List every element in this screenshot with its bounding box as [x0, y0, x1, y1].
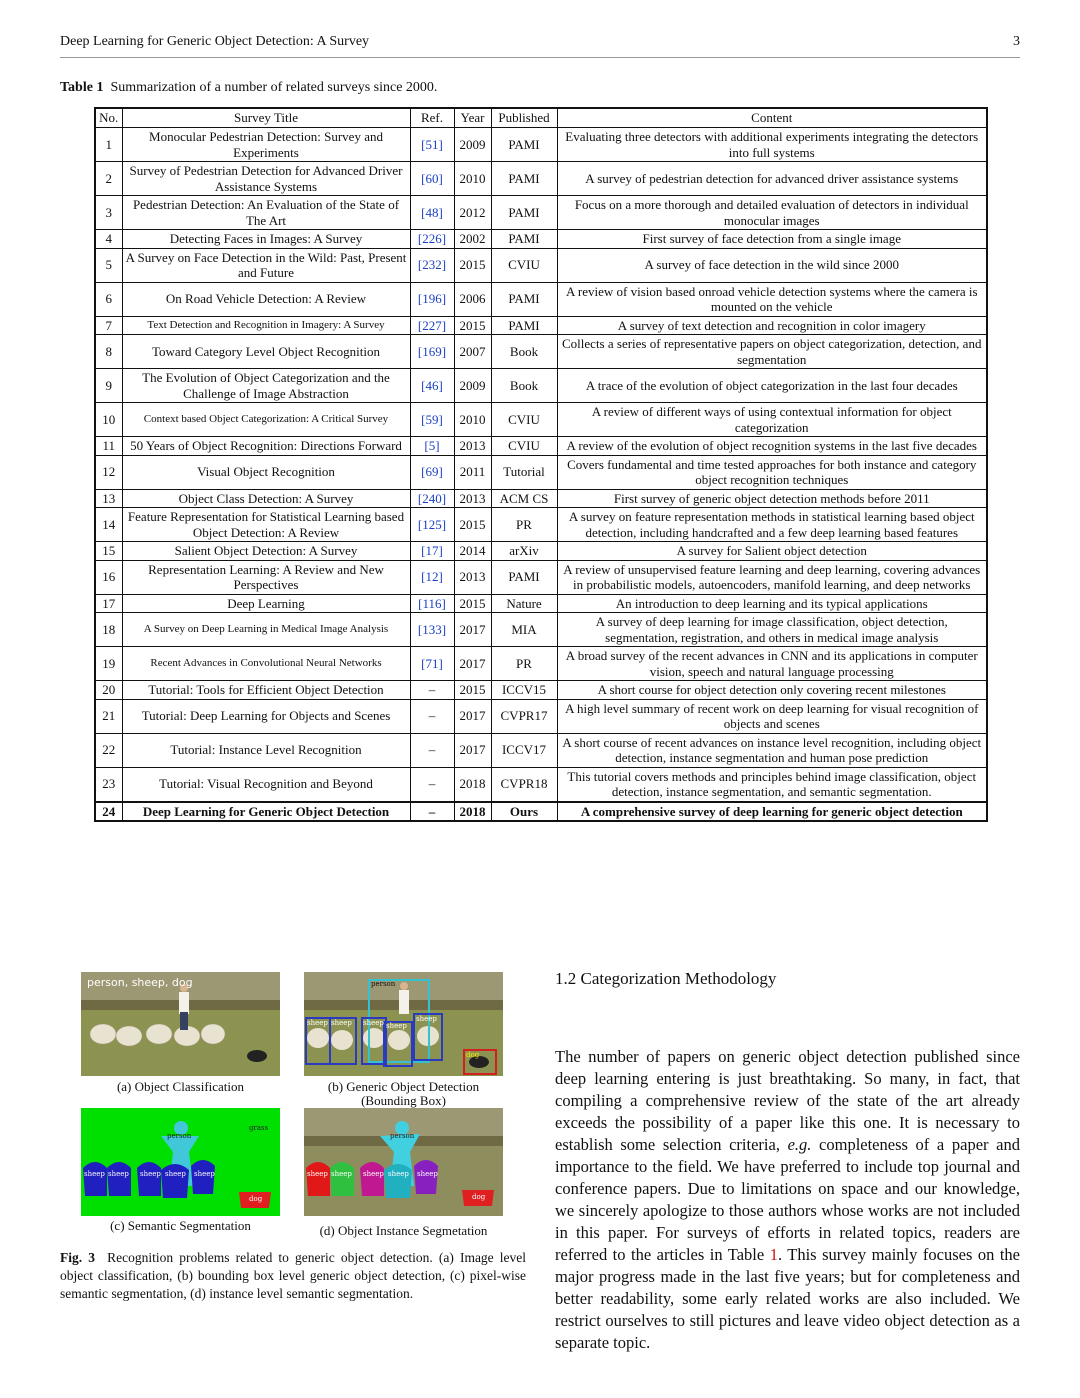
cell-year: 2002: [454, 230, 491, 249]
table-row: [95, 508, 987, 542]
cell-published-venue: PAMI: [491, 162, 557, 196]
table-row: [95, 335, 987, 369]
cell-survey-title: Context based Object Categorization: A Critical Survey: [122, 403, 410, 437]
table-reference-link[interactable]: 1: [769, 1245, 778, 1264]
cell-year: 2018: [454, 767, 491, 802]
cell-published-venue: Ours: [491, 802, 557, 822]
cell-survey-title: Recent Advances in Convolutional Neural Networks: [122, 647, 410, 681]
cell-year: 2012: [454, 196, 491, 230]
cell-row-number: 21: [95, 699, 122, 733]
cell-survey-title: Visual Object Recognition: [122, 455, 410, 489]
cell-survey-title: A Survey on Deep Learning in Medical Image Analysis: [122, 613, 410, 647]
cell-reference: –: [410, 767, 454, 802]
cell-row-number: 3: [95, 196, 122, 230]
table-caption-text: Summarization of a number of related surveys since 2000.: [110, 80, 438, 95]
cell-content: First survey of generic object detection methods before 2011: [557, 489, 987, 508]
cell-published-venue: PAMI: [491, 128, 557, 162]
cell-content: Evaluating three detectors with additional experiments integrating the detectors into full systems: [557, 128, 987, 162]
header-rule: [60, 57, 1020, 58]
panel-b-person-label: person: [371, 980, 396, 988]
section-heading: 1.2 Categorization Methodology: [555, 969, 777, 988]
cell-row-number: 12: [95, 455, 122, 489]
col-header-content: Content: [557, 108, 987, 128]
table-row: [95, 455, 987, 489]
cell-row-number: 13: [95, 489, 122, 508]
cell-survey-title: The Evolution of Object Categorization and the Challenge of Image Abstraction: [122, 369, 410, 403]
panel-c-sheep-label-5: sheep: [194, 1170, 215, 1178]
panel-c-sheep-label-2: sheep: [108, 1170, 129, 1178]
table-row: [95, 369, 987, 403]
cell-content: A review of unsupervised feature learning and deep learning, covering advances in probabilistic models, autoencoders, manifold learning, and deep networks: [557, 560, 987, 594]
panel-b-sheep-label-5: sheep: [416, 1015, 437, 1023]
cell-survey-title: Feature Representation for Statistical Learning based Object Detection: A Review: [122, 508, 410, 542]
cell-published-venue: PAMI: [491, 560, 557, 594]
page-number: 3: [1013, 34, 1020, 49]
cell-row-number: 19: [95, 647, 122, 681]
panel-d-dog-label: dog: [472, 1193, 486, 1201]
cell-year: 2010: [454, 403, 491, 437]
cell-survey-title: Deep Learning: [122, 594, 410, 613]
cell-year: 2017: [454, 647, 491, 681]
cell-year: 2011: [454, 455, 491, 489]
cell-row-number: 16: [95, 560, 122, 594]
cell-published-venue: arXiv: [491, 542, 557, 561]
cell-content: A review of different ways of using contextual information for object categorization: [557, 403, 987, 437]
cell-content: A trace of the evolution of object categorization in the last four decades: [557, 369, 987, 403]
table-row: [95, 282, 987, 316]
panel-a-object-classification-image: [81, 972, 280, 1076]
cell-reference[interactable]: [17]: [410, 542, 454, 561]
cell-survey-title: A Survey on Face Detection in the Wild: Past, Present and Future: [122, 248, 410, 282]
subcaption-a: (a) Object Classification: [116, 1079, 245, 1094]
cell-row-number: 23: [95, 767, 122, 802]
cell-survey-title: Deep Learning for Generic Object Detection: [122, 802, 410, 822]
table-row: [95, 162, 987, 196]
figure-caption: [60, 1249, 526, 1303]
cell-content: Covers fundamental and time tested approaches for both instance and category object recognition techniques: [557, 455, 987, 489]
paragraph-part-2: completeness of a paper and importance to the field. We have preferred to include top journal and conference papers. Due to limitations on space and our knowledge, we sincerely apologize to those authors whose works are not included in this paper. For surveys of efforts in related topics, readers are referred to the articles in Table: [555, 1135, 1020, 1264]
cell-published-venue: ICCV17: [491, 733, 557, 767]
col-header-ref: Ref.: [410, 108, 454, 128]
panel-c-grass-label: grass: [249, 1124, 269, 1132]
cell-published-venue: PAMI: [491, 282, 557, 316]
cell-row-number: 10: [95, 403, 122, 437]
cell-content: A broad survey of the recent advances in CNN and its applications in computer vision, speech and natural language processing: [557, 647, 987, 681]
cell-published-venue: CVPR17: [491, 699, 557, 733]
col-header-title: Survey Title: [122, 108, 410, 128]
cell-row-number: 6: [95, 282, 122, 316]
cell-published-venue: PAMI: [491, 316, 557, 335]
cell-year: 2015: [454, 248, 491, 282]
cell-content: First survey of face detection from a single image: [557, 230, 987, 249]
cell-row-number: 14: [95, 508, 122, 542]
cell-survey-title: Representation Learning: A Review and New Perspectives: [122, 560, 410, 594]
panel-a-overlay-label: person, sheep, dog: [87, 976, 193, 989]
table-row: [95, 647, 987, 681]
table-row: [95, 733, 987, 767]
panel-c-semantic-segmentation-image: [81, 1108, 280, 1216]
panel-b-sheep-label-2: sheep: [331, 1019, 352, 1027]
cell-survey-title: Monocular Pedestrian Detection: Survey and Experiments: [122, 128, 410, 162]
panel-c-sheep-label-3: sheep: [140, 1170, 161, 1178]
cell-reference[interactable]: [196]: [410, 282, 454, 316]
cell-year: 2017: [454, 699, 491, 733]
cell-survey-title: Tutorial: Instance Level Recognition: [122, 733, 410, 767]
panel-d-sheep-label-1: sheep: [307, 1170, 328, 1178]
table-header-row: [95, 108, 987, 128]
cell-published-venue: PAMI: [491, 230, 557, 249]
cell-year: 2017: [454, 613, 491, 647]
panel-c-sheep-label-4: sheep: [165, 1170, 186, 1178]
table-row: [95, 699, 987, 733]
table-row: [95, 248, 987, 282]
cell-reference[interactable]: [133]: [410, 613, 454, 647]
cell-content: A comprehensive survey of deep learning for generic object detection: [557, 802, 987, 822]
cell-reference[interactable]: [240]: [410, 489, 454, 508]
cell-published-venue: Book: [491, 335, 557, 369]
table-row: [95, 767, 987, 802]
cell-reference: –: [410, 733, 454, 767]
panel-d-instance-segmentation-image: [304, 1108, 503, 1216]
cell-content: A review of vision based onroad vehicle detection systems where the camera is mounted on the vehicle: [557, 282, 987, 316]
cell-reference[interactable]: [48]: [410, 196, 454, 230]
table-row: [95, 128, 987, 162]
cell-year: 2010: [454, 162, 491, 196]
panel-b-dog-label: dog: [466, 1051, 480, 1059]
cell-published-venue: CVIU: [491, 248, 557, 282]
cell-year: 2015: [454, 681, 491, 700]
subcaption-d: (d) Object Instance Segmetation: [319, 1223, 488, 1238]
cell-content: A survey of face detection in the wild since 2000: [557, 248, 987, 282]
cell-reference[interactable]: [125]: [410, 508, 454, 542]
running-header-title: Deep Learning for Generic Object Detection: A Survey: [60, 34, 370, 49]
table-row: [95, 681, 987, 700]
panel-d-sheep-label-2: sheep: [331, 1170, 352, 1178]
cell-survey-title: Detecting Faces in Images: A Survey: [122, 230, 410, 249]
cell-published-venue: Book: [491, 369, 557, 403]
cell-row-number: 17: [95, 594, 122, 613]
figure-caption-text: Recognition problems related to generic object detection. (a) Image level object classification, (b) bounding box level generic object detection, (c) pixel-wise semantic segmentation, (d) instance level semantic segmentation.: [60, 1250, 527, 1301]
panel-d-sheep-label-5: sheep: [417, 1170, 438, 1178]
cell-row-number: 7: [95, 316, 122, 335]
cell-reference[interactable]: [51]: [410, 128, 454, 162]
panel-b-generic-object-detection-image: [304, 972, 503, 1076]
cell-year: 2006: [454, 282, 491, 316]
cell-survey-title: Toward Category Level Object Recognition: [122, 335, 410, 369]
cell-reference[interactable]: [232]: [410, 248, 454, 282]
cell-published-venue: Tutorial: [491, 455, 557, 489]
cell-survey-title: On Road Vehicle Detection: A Review: [122, 282, 410, 316]
cell-reference[interactable]: [116]: [410, 594, 454, 613]
cell-content: Collects a series of representative papers on object categorization, detection, and segmentation: [557, 335, 987, 369]
cell-published-venue: PR: [491, 647, 557, 681]
table-caption: [60, 80, 437, 96]
cell-reference[interactable]: [59]: [410, 403, 454, 437]
cell-content: A review of the evolution of object recognition systems in the last five decades: [557, 437, 987, 456]
panel-d-sheep-label-4: sheep: [388, 1170, 409, 1178]
cell-survey-title: Tutorial: Deep Learning for Objects and Scenes: [122, 699, 410, 733]
cell-content: A short course for object detection only covering recent milestones: [557, 681, 987, 700]
cell-survey-title: 50 Years of Object Recognition: Directions Forward: [122, 437, 410, 456]
cell-row-number: 8: [95, 335, 122, 369]
table-row: [95, 489, 987, 508]
cell-year: 2009: [454, 369, 491, 403]
table-row: [95, 316, 987, 335]
cell-published-venue: ACM CS: [491, 489, 557, 508]
cell-year: 2017: [454, 733, 491, 767]
cell-year: 2015: [454, 594, 491, 613]
panel-b-sheep-label-1: sheep: [307, 1019, 328, 1027]
col-header-no: No.: [95, 108, 122, 128]
subcaption-c: (c) Semantic Segmentation: [110, 1218, 251, 1233]
cell-year: 2013: [454, 489, 491, 508]
cell-reference[interactable]: [169]: [410, 335, 454, 369]
cell-year: 2009: [454, 128, 491, 162]
cell-reference[interactable]: [227]: [410, 316, 454, 335]
cell-published-venue: PR: [491, 508, 557, 542]
cell-year: 2013: [454, 437, 491, 456]
cell-row-number: 20: [95, 681, 122, 700]
cell-published-venue: Nature: [491, 594, 557, 613]
table-caption-label: Table 1: [60, 80, 104, 95]
cell-reference[interactable]: [226]: [410, 230, 454, 249]
cell-row-number: 9: [95, 369, 122, 403]
panel-d-person-label: person: [390, 1132, 415, 1140]
cell-reference[interactable]: [60]: [410, 162, 454, 196]
cell-year: 2018: [454, 802, 491, 822]
cell-reference: –: [410, 699, 454, 733]
subcaption-b: (b) Generic Object Detection (Bounding Box): [327, 1079, 480, 1108]
table-row: [95, 560, 987, 594]
paragraph-part-3: . This survey mainly focuses on the major progress made in the last five years; but for completeness and better readability, some early related works are also included. We restrict ourselves to still pictures and leave video object detection as a separate topic.: [555, 1245, 1020, 1352]
paragraph-part-1: The number of papers on generic object detection published since deep learning entering is just breathtaking. So many, in fact, that compiling a comprehensive review of the state of the art already exceeds the possibility of a paper like this one. It is necessary to establish some selection criteria,: [555, 1047, 1020, 1154]
cell-row-number: 11: [95, 437, 122, 456]
cell-row-number: 1: [95, 128, 122, 162]
cell-reference: –: [410, 681, 454, 700]
paragraph-eg: e.g.: [787, 1135, 812, 1154]
col-header-year: Year: [454, 108, 491, 128]
panel-b-sheep-label-4: sheep: [386, 1022, 407, 1030]
table-row: [95, 403, 987, 437]
cell-content: A survey of deep learning for image classification, object detection, segmentation, registration, and others in medical image analysis: [557, 613, 987, 647]
cell-published-venue: CVIU: [491, 403, 557, 437]
cell-content: A survey on feature representation methods in statistical learning based object detection, including handcrafted and a few deep learning based features: [557, 508, 987, 542]
cell-year: 2007: [454, 335, 491, 369]
table-row: [95, 802, 987, 822]
table-row: [95, 542, 987, 561]
survey-table: [94, 107, 988, 822]
cell-published-venue: PAMI: [491, 196, 557, 230]
table-row: [95, 613, 987, 647]
cell-content: A high level summary of recent work on deep learning for visual recognition of objects and scenes: [557, 699, 987, 733]
cell-survey-title: Tutorial: Tools for Efficient Object Detection: [122, 681, 410, 700]
cell-survey-title: Text Detection and Recognition in Imagery: A Survey: [122, 316, 410, 335]
figure-caption-label: Fig. 3: [60, 1250, 95, 1265]
cell-row-number: 15: [95, 542, 122, 561]
cell-survey-title: Salient Object Detection: A Survey: [122, 542, 410, 561]
cell-row-number: 18: [95, 613, 122, 647]
cell-row-number: 2: [95, 162, 122, 196]
cell-published-venue: MIA: [491, 613, 557, 647]
cell-content: A survey of pedestrian detection for advanced driver assistance systems: [557, 162, 987, 196]
cell-reference[interactable]: [71]: [410, 647, 454, 681]
cell-published-venue: CVIU: [491, 437, 557, 456]
cell-survey-title: Survey of Pedestrian Detection for Advanced Driver Assistance Systems: [122, 162, 410, 196]
table-row: [95, 230, 987, 249]
table-row: [95, 196, 987, 230]
cell-survey-title: Tutorial: Visual Recognition and Beyond: [122, 767, 410, 802]
table-row: [95, 437, 987, 456]
cell-reference[interactable]: [5]: [410, 437, 454, 456]
cell-survey-title: Pedestrian Detection: An Evaluation of the State of The Art: [122, 196, 410, 230]
cell-content: Focus on a more thorough and detailed evaluation of detectors in individual monocular images: [557, 196, 987, 230]
cell-year: 2014: [454, 542, 491, 561]
table-row: [95, 594, 987, 613]
cell-reference: –: [410, 802, 454, 822]
cell-row-number: 4: [95, 230, 122, 249]
cell-content: A survey for Salient object detection: [557, 542, 987, 561]
cell-content: A survey of text detection and recognition in color imagery: [557, 316, 987, 335]
cell-published-venue: CVPR18: [491, 767, 557, 802]
section-paragraph: [555, 1046, 1020, 1354]
cell-year: 2015: [454, 508, 491, 542]
panel-c-dog-label: dog: [249, 1195, 263, 1203]
cell-content: This tutorial covers methods and principles behind image classification, object detection, instance segmentation, and semantic segmentation.: [557, 767, 987, 802]
cell-published-venue: ICCV15: [491, 681, 557, 700]
cell-content: An introduction to deep learning and its typical applications: [557, 594, 987, 613]
col-header-published: Published: [491, 108, 557, 128]
cell-survey-title: Object Class Detection: A Survey: [122, 489, 410, 508]
panel-c-person-label: person: [167, 1132, 192, 1140]
cell-year: 2015: [454, 316, 491, 335]
panel-b-sheep-label-3: sheep: [363, 1019, 384, 1027]
cell-reference[interactable]: [12]: [410, 560, 454, 594]
cell-content: A short course of recent advances on instance level recognition, including object detection, instance segmentation and human pose prediction: [557, 733, 987, 767]
cell-year: 2013: [454, 560, 491, 594]
cell-row-number: 22: [95, 733, 122, 767]
cell-row-number: 24: [95, 802, 122, 822]
panel-c-sheep-label-1: sheep: [84, 1170, 105, 1178]
cell-row-number: 5: [95, 248, 122, 282]
panel-d-sheep-label-3: sheep: [363, 1170, 384, 1178]
cell-reference[interactable]: [69]: [410, 455, 454, 489]
cell-reference[interactable]: [46]: [410, 369, 454, 403]
